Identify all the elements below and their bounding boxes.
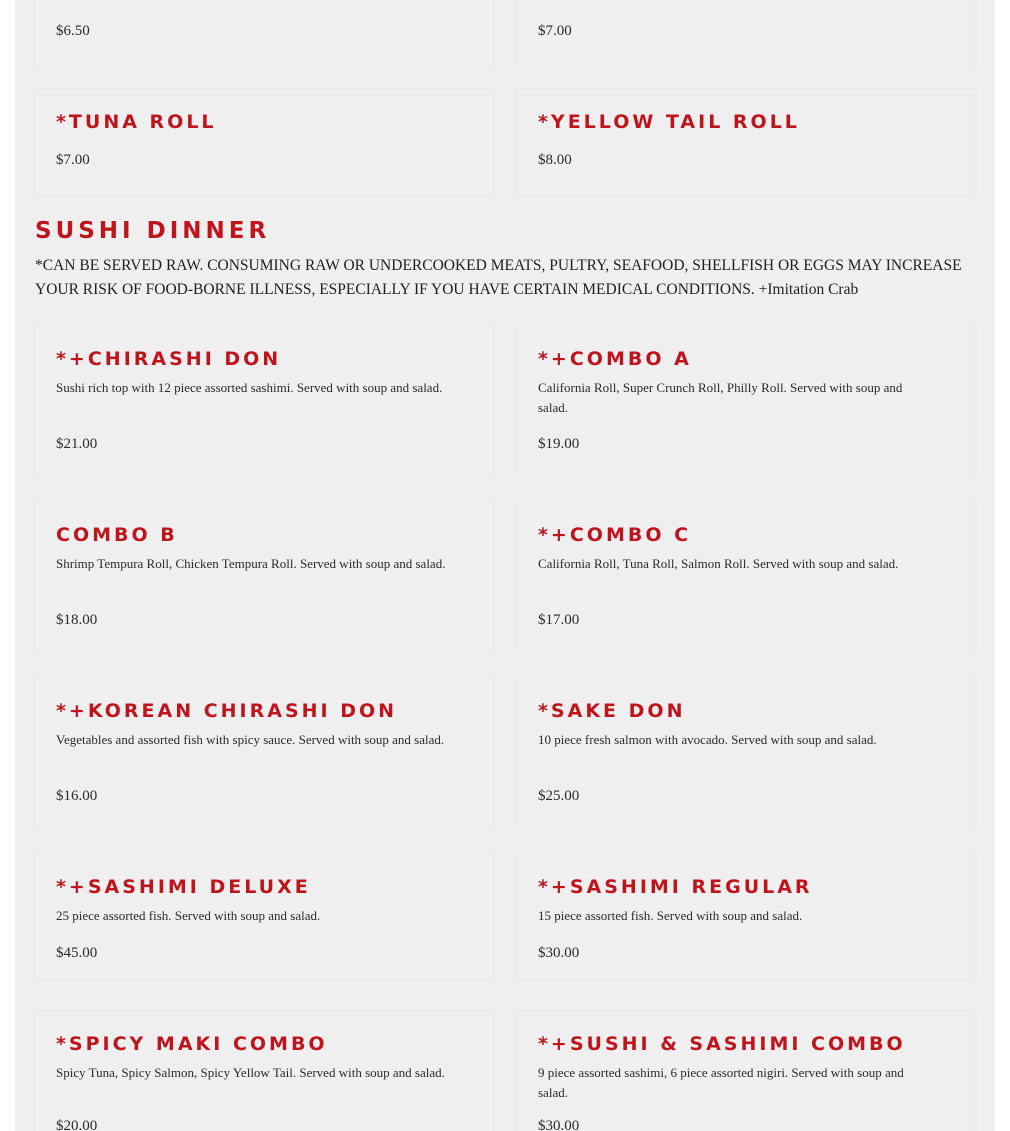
menu-item-price: $20.00 <box>56 1118 98 1131</box>
menu-item-title: *+SASHIMI DELUXE <box>56 876 311 898</box>
section-note: *CAN BE SERVED RAW. CONSUMING RAW OR UNDERCOOKED MEATS, PULTRY, SEAFOOD, SHELLFISH OR EGGS MAY INCREASE YOUR RISK OF FOOD-BORNE ILLNESS, ESPECIALLY IF YOU HAVE CERTAIN MEDICAL CONDITIONS. +Imitation Crab <box>35 257 962 298</box>
menu-item-card <box>517 678 975 826</box>
menu-item-price: $45.00 <box>56 945 98 961</box>
menu-item-card <box>517 502 975 650</box>
menu-item-description: 25 piece assorted fish. Served with soup and salad. <box>56 908 321 923</box>
menu-item-title: *YELLOW TAIL ROLL <box>538 111 800 133</box>
menu-item-price: $25.00 <box>538 788 580 804</box>
menu-item-card <box>35 326 493 474</box>
menu-item-title: *SAKE DON <box>538 700 686 722</box>
menu-item-price: $30.00 <box>538 945 580 961</box>
menu-item-card <box>517 326 975 474</box>
menu-item-description: Sushi rich top with 12 piece assorted sashimi. Served with soup and salad. <box>56 380 443 395</box>
menu-item-description: California Roll, Tuna Roll, Salmon Roll. Served with soup and salad. <box>538 556 899 571</box>
menu-item-description: Vegetables and assorted fish with spicy sauce. Served with soup and salad. <box>56 732 445 747</box>
menu-item-description: 9 piece assorted sashimi, 6 piece assorted nigiri. Served with soup and salad. <box>538 1065 904 1100</box>
menu-item-title: *+SASHIMI REGULAR <box>538 876 813 898</box>
menu-item-card <box>35 0 493 66</box>
menu-item-description: Spicy Tuna, Spicy Salmon, Spicy Yellow Tail. Served with soup and salad. <box>56 1065 445 1080</box>
menu-item-price: $16.00 <box>56 788 98 804</box>
menu-item-card <box>517 0 975 66</box>
menu-item-card <box>35 854 493 979</box>
menu-item-card <box>35 89 493 195</box>
section-title: SUSHI DINNER <box>35 218 271 244</box>
menu-item-card <box>517 1011 975 1131</box>
menu-item-description: Shrimp Tempura Roll, Chicken Tempura Roll. Served with soup and salad. <box>56 556 446 571</box>
menu-item-price: $17.00 <box>538 612 580 628</box>
menu-item-card <box>35 1011 493 1131</box>
menu-item-title: *+COMBO A <box>538 348 692 370</box>
menu-item-price: $7.00 <box>56 152 90 168</box>
menu-item-price: $21.00 <box>56 436 98 452</box>
menu-item-price: $30.00 <box>538 1118 580 1131</box>
menu-item-card <box>517 854 975 979</box>
menu-item-title: *+CHIRASHI DON <box>56 348 282 370</box>
menu-item-title: COMBO B <box>56 524 178 546</box>
menu-item-price: $19.00 <box>538 436 580 452</box>
menu-item-price: $8.00 <box>538 152 572 168</box>
menu-item-title: *SPICY MAKI COMBO <box>56 1033 328 1055</box>
menu-item-price: $7.00 <box>538 23 572 39</box>
menu-item-price: $6.50 <box>56 23 90 39</box>
menu-item-card <box>517 89 975 195</box>
menu-item-title: *TUNA ROLL <box>56 111 217 133</box>
menu-item-description: California Roll, Super Crunch Roll, Philly Roll. Served with soup and salad. <box>538 380 903 415</box>
menu-item-description: 15 piece assorted fish. Served with soup and salad. <box>538 908 803 923</box>
menu-item-title: *+SUSHI & SASHIMI COMBO <box>538 1033 906 1055</box>
menu-item-title: *+KOREAN CHIRASHI DON <box>56 700 398 722</box>
menu-item-description: 10 piece fresh salmon with avocado. Served with soup and salad. <box>538 732 877 747</box>
menu-item-title: *+COMBO C <box>538 524 692 546</box>
menu-item-card <box>35 502 493 650</box>
menu-panel <box>15 0 995 1131</box>
menu-item-card <box>35 678 493 826</box>
menu-item-price: $18.00 <box>56 612 98 628</box>
